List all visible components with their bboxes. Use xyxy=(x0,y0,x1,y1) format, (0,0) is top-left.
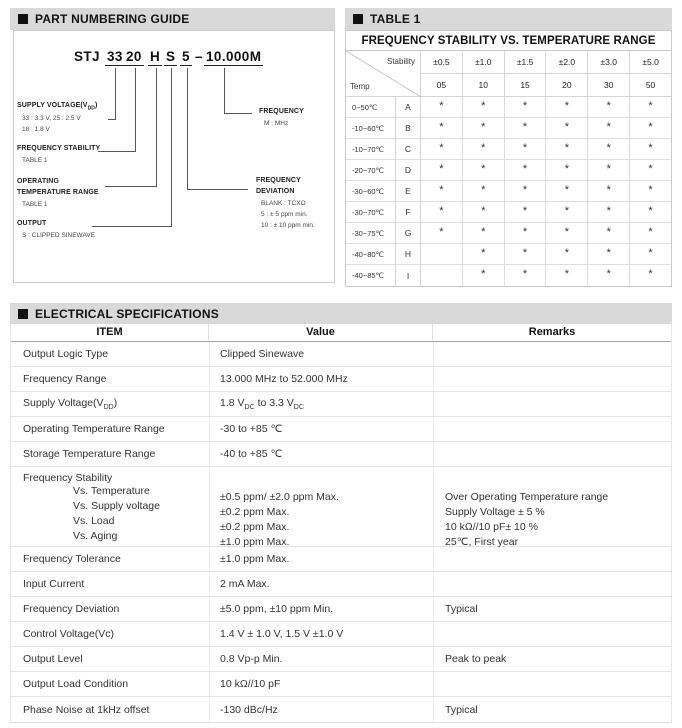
spec-value: -130 dBc/Hz xyxy=(209,697,433,722)
spec-row xyxy=(11,647,671,672)
table1-row xyxy=(346,181,671,202)
specifications-table xyxy=(10,324,672,723)
operating-temp-label-line2: TEMPERATURE RANGE xyxy=(17,189,99,196)
table1-row xyxy=(346,244,671,265)
spec-remarks xyxy=(433,342,671,366)
availability-cell: * xyxy=(648,247,653,259)
availability-cell: * xyxy=(648,142,653,154)
availability-cell: * xyxy=(505,265,547,286)
availability-cell: * xyxy=(588,97,630,117)
availability-cell: * xyxy=(463,118,505,138)
stability-ppm: ±0.5 xyxy=(421,51,462,74)
stability-code: 05 xyxy=(436,80,447,90)
spec-value xyxy=(209,467,433,546)
temp-range-cell: -20~70℃ xyxy=(346,160,396,180)
spec-row xyxy=(11,597,671,622)
operating-temp-label-line1: OPERATING xyxy=(17,178,59,185)
spec-value: 10 kΩ//10 pF xyxy=(209,672,433,696)
spec-subremarks: 10 kΩ//10 pF± 10 % xyxy=(445,521,538,533)
availability-cell: * xyxy=(648,205,653,217)
row-code-cell: B xyxy=(396,118,421,138)
availability-cell: * xyxy=(463,181,505,201)
spec-subvalue: ±0.5 ppm/ ±2.0 ppm Max. xyxy=(220,491,339,503)
stability-column-header xyxy=(463,51,505,96)
spec-subremarks: 25℃, First year xyxy=(445,536,519,548)
spec-value: 2 mA Max. xyxy=(209,572,433,596)
row-code-cell: A xyxy=(396,97,421,117)
availability-cell: * xyxy=(588,265,630,286)
availability-cell: * xyxy=(648,184,653,196)
supply-value-subscript: DC xyxy=(244,404,255,412)
table1-row xyxy=(346,97,671,118)
spec-remarks xyxy=(433,547,671,571)
spec-remarks xyxy=(433,367,671,391)
stability-ppm: ±5.0 xyxy=(630,51,671,74)
availability-cell xyxy=(421,244,463,264)
operating-temp-ref: TABLE 1 xyxy=(22,201,48,208)
table1-section xyxy=(345,8,672,281)
availability-cell: * xyxy=(588,160,630,180)
availability-cell: * xyxy=(648,268,653,280)
spec-row-frequency-stability xyxy=(11,467,671,547)
spec-remarks xyxy=(433,417,671,441)
supply-value-subscript2: DC xyxy=(293,404,304,412)
availability-cell: * xyxy=(546,223,588,243)
stability-column-header xyxy=(505,51,547,96)
availability-cell: * xyxy=(546,139,588,159)
connector-line xyxy=(187,189,248,190)
stability-column-header xyxy=(421,51,463,96)
availability-cell: * xyxy=(588,118,630,138)
spec-value: 0.8 Vp-p Min. xyxy=(209,647,433,671)
connector-line xyxy=(98,151,136,152)
supply-value-text: 1.8 V xyxy=(220,396,245,409)
stability-code: 15 xyxy=(520,80,530,90)
spec-remarks xyxy=(433,392,671,416)
supply-voltage-label-text: SUPPLY VOLTAGE(V xyxy=(17,102,88,109)
part-numbering-guide-section xyxy=(10,8,335,283)
spec-subvalue: ±1.0 ppm Max. xyxy=(220,536,290,548)
availability-cell: * xyxy=(505,223,547,243)
row-code-cell: E xyxy=(396,181,421,201)
output-option-1: S : CLIPPED SINEWAVE xyxy=(22,232,95,239)
section-bullet-icon xyxy=(18,14,28,24)
spec-remarks xyxy=(433,622,671,646)
availability-cell: * xyxy=(546,97,588,117)
availability-cell: * xyxy=(546,181,588,201)
spec-item: Operating Temperature Range xyxy=(23,423,165,435)
availability-cell: * xyxy=(505,139,547,159)
availability-cell: * xyxy=(421,139,463,159)
table1-header-row xyxy=(346,51,671,97)
part-deviation-code: 5 xyxy=(182,49,190,64)
part-frequency-code: 10.000M xyxy=(206,49,262,64)
row-code-cell: F xyxy=(396,202,421,222)
availability-cell: * xyxy=(546,244,588,264)
availability-cell: * xyxy=(505,244,547,264)
availability-cell: * xyxy=(648,121,653,133)
deviation-option-3: 10 : ± 10 ppm min. xyxy=(261,222,315,229)
table1-row xyxy=(346,160,671,181)
spec-remarks: Peak to peak xyxy=(433,647,671,671)
spec-row xyxy=(11,622,671,647)
availability-cell: * xyxy=(421,181,463,201)
part-temp-code: H xyxy=(150,49,161,64)
connector-line xyxy=(135,68,136,151)
table1-row xyxy=(346,139,671,160)
connector-line xyxy=(156,68,157,186)
supply-item-text: Supply Voltage(V xyxy=(23,396,104,409)
supply-item-close: ) xyxy=(113,396,118,409)
connector-line xyxy=(108,119,116,120)
spec-item xyxy=(11,467,209,546)
spec-row xyxy=(11,392,671,417)
availability-cell: * xyxy=(505,118,547,138)
frequency-deviation-label-line2: DEVIATION xyxy=(256,188,295,195)
temp-range-cell: 0~50℃ xyxy=(346,97,396,117)
row-code-cell: H xyxy=(396,244,421,264)
row-code-cell: I xyxy=(396,265,421,286)
frequency-option-1: M : MHz xyxy=(264,120,289,127)
stability-temperature-table xyxy=(345,30,672,287)
availability-cell: * xyxy=(588,181,630,201)
availability-cell: * xyxy=(648,163,653,175)
spec-item: Control Voltage(Vc) xyxy=(23,628,115,640)
frequency-deviation-label-line1: FREQUENCY xyxy=(256,177,301,184)
deviation-option-1: BLANK : TCXO xyxy=(261,200,306,207)
availability-cell: * xyxy=(546,265,588,286)
frequency-stability-label: FREQUENCY STABILITY xyxy=(17,145,101,152)
stability-ppm: ±2.0 xyxy=(546,51,587,74)
row-code-cell: D xyxy=(396,160,421,180)
spec-row xyxy=(11,572,671,597)
stability-code: 10 xyxy=(478,80,488,90)
availability-cell: * xyxy=(421,223,463,243)
connector-line xyxy=(224,113,252,114)
spec-remarks: Typical xyxy=(433,597,671,621)
availability-cell: * xyxy=(505,202,547,222)
availability-cell: * xyxy=(546,118,588,138)
stability-column-header xyxy=(588,51,630,96)
availability-cell: * xyxy=(648,226,653,238)
connector-line xyxy=(115,68,116,119)
section-title: TABLE 1 xyxy=(370,12,421,26)
spec-value: ±5.0 ppm, ±10 ppm Min. xyxy=(209,597,433,621)
column-header-value: Value xyxy=(209,324,433,341)
spec-value: -40 to +85 ℃ xyxy=(209,442,433,466)
spec-row xyxy=(11,417,671,442)
diagonal-label-stability: Stability xyxy=(386,57,415,66)
stability-code: 30 xyxy=(603,80,614,90)
spec-item: Frequency Deviation xyxy=(23,603,120,615)
temp-range-cell: -40~85℃ xyxy=(346,265,396,286)
availability-cell: * xyxy=(505,181,547,201)
availability-cell: * xyxy=(421,202,463,222)
stability-code: 20 xyxy=(562,80,572,90)
diagonal-label-temp: Temp xyxy=(350,82,370,91)
supply-option-1: 33 : 3.3 V, 25 : 2.5 V xyxy=(22,115,81,122)
spec-row xyxy=(11,442,671,467)
spec-item: Input Current xyxy=(23,578,85,590)
part-dash: – xyxy=(195,49,203,64)
part-stability-code: 20 xyxy=(126,49,142,64)
availability-cell: * xyxy=(505,160,547,180)
temp-range-cell: -40~80℃ xyxy=(346,244,396,264)
availability-cell: * xyxy=(648,100,653,112)
spec-header-row xyxy=(11,324,671,342)
spec-subremarks: Supply Voltage ± 5 % xyxy=(445,506,545,518)
stability-column-header xyxy=(630,51,671,96)
spec-item: Output Level xyxy=(23,653,83,665)
spec-remarks: Typical xyxy=(433,697,671,722)
availability-cell: * xyxy=(421,160,463,180)
frequency-stability-group-label: Frequency Stability xyxy=(23,472,113,484)
availability-cell: * xyxy=(588,223,630,243)
availability-cell: * xyxy=(421,118,463,138)
section-bullet-icon xyxy=(18,309,28,319)
part-supply-code: 33 xyxy=(107,49,123,64)
availability-cell: * xyxy=(546,160,588,180)
spec-value: Clipped Sinewave xyxy=(209,342,433,366)
part-prefix: STJ xyxy=(74,49,100,64)
connector-line xyxy=(187,68,188,189)
spec-item: Storage Temperature Range xyxy=(23,448,156,460)
connector-line xyxy=(224,68,225,113)
supply-voltage-subscript: DD xyxy=(87,105,95,112)
supply-voltage-label xyxy=(17,102,97,111)
availability-cell: * xyxy=(463,160,505,180)
availability-cell: * xyxy=(463,139,505,159)
spec-value: 1.4 V ± 1.0 V, 1.5 V ±1.0 V xyxy=(209,622,433,646)
spec-subvalue: ±0.2 ppm Max. xyxy=(220,506,290,518)
spec-item: Output Load Condition xyxy=(23,678,129,690)
row-code-cell: C xyxy=(396,139,421,159)
temp-range-cell: -10~60℃ xyxy=(346,118,396,138)
availability-cell xyxy=(421,265,463,286)
column-header-item: ITEM xyxy=(11,324,209,341)
spec-item: Phase Noise at 1kHz offset xyxy=(23,703,150,716)
supply-option-2: 18 : 1.8 V xyxy=(22,126,50,133)
temp-range-cell: -10~70℃ xyxy=(346,139,396,159)
section-header-bar xyxy=(10,303,672,324)
stability-ppm: ±3.0 xyxy=(588,51,629,74)
spec-item xyxy=(11,392,209,416)
output-label: OUTPUT xyxy=(17,220,47,227)
spec-value: ±1.0 ppm Max. xyxy=(209,547,433,571)
spec-row xyxy=(11,697,671,722)
part-number-diagram xyxy=(13,30,335,283)
table1-row xyxy=(346,223,671,244)
availability-cell: * xyxy=(588,202,630,222)
electrical-specifications-section xyxy=(10,303,672,716)
table1-row xyxy=(346,265,671,286)
availability-cell: * xyxy=(588,139,630,159)
availability-cell: * xyxy=(463,244,505,264)
connector-line xyxy=(171,68,172,226)
spec-item: Frequency Range xyxy=(23,373,107,385)
spec-value xyxy=(209,392,433,416)
availability-cell: * xyxy=(463,265,505,286)
availability-cell: * xyxy=(505,97,547,117)
availability-cell: * xyxy=(463,202,505,222)
section-header-bar xyxy=(345,8,672,30)
availability-cell: * xyxy=(588,244,630,264)
spec-remarks xyxy=(433,467,671,546)
table1-title: FREQUENCY STABILITY VS. TEMPERATURE RANGE xyxy=(346,31,671,51)
table1-row xyxy=(346,202,671,223)
row-code-cell: G xyxy=(396,223,421,243)
spec-subremarks: Over Operating Temperature range xyxy=(445,491,609,503)
section-bullet-icon xyxy=(353,14,363,24)
temp-range-cell: -30~70℃ xyxy=(346,202,396,222)
supply-voltage-label-close: ) xyxy=(95,102,98,109)
spec-value: 13.000 MHz to 52.000 MHz xyxy=(209,367,433,391)
section-title: PART NUMBERING GUIDE xyxy=(35,12,190,26)
spec-remarks xyxy=(433,442,671,466)
spec-row xyxy=(11,672,671,697)
stability-ppm: ±1.0 xyxy=(463,51,504,74)
availability-cell: * xyxy=(463,97,505,117)
stability-column-header xyxy=(546,51,588,96)
stability-ppm: ±1.5 xyxy=(505,51,546,74)
spec-subitem: Vs. Load xyxy=(73,515,115,527)
frequency-label: FREQUENCY xyxy=(259,108,304,115)
deviation-option-2: 5 : ± 5 ppm min. xyxy=(261,211,308,218)
stability-code: 50 xyxy=(645,80,656,90)
connector-line xyxy=(92,226,172,227)
connector-line xyxy=(105,186,157,187)
frequency-stability-ref: TABLE 1 xyxy=(22,157,48,164)
supply-value-text2: to 3.3 V xyxy=(254,396,294,409)
section-title: ELECTRICAL SPECIFICATIONS xyxy=(35,306,219,321)
temp-range-cell: -30~60℃ xyxy=(346,181,396,201)
availability-cell: * xyxy=(421,97,463,117)
part-output-code: S xyxy=(166,49,176,64)
spec-remarks xyxy=(433,672,671,696)
spec-subitem: Vs. Supply voltage xyxy=(73,500,160,512)
supply-item-subscript: DD xyxy=(103,404,114,412)
availability-cell: * xyxy=(463,223,505,243)
section-header-bar xyxy=(10,8,335,30)
spec-item: Output Logic Type xyxy=(23,348,109,360)
availability-cell: * xyxy=(546,202,588,222)
spec-row xyxy=(11,367,671,392)
spec-item: Frequency Tolerance xyxy=(23,553,121,565)
diagonal-header-cell xyxy=(346,51,421,96)
spec-subitem: Vs. Aging xyxy=(73,530,118,542)
spec-row xyxy=(11,342,671,367)
spec-remarks xyxy=(433,572,671,596)
spec-value: -30 to +85 ℃ xyxy=(209,417,433,441)
column-header-remarks: Remarks xyxy=(528,326,576,338)
spec-subvalue: ±0.2 ppm Max. xyxy=(220,521,290,533)
temp-range-cell: -30~75℃ xyxy=(346,223,396,243)
spec-subitem: Vs. Temperature xyxy=(73,485,150,497)
spec-row xyxy=(11,547,671,572)
table1-row xyxy=(346,118,671,139)
